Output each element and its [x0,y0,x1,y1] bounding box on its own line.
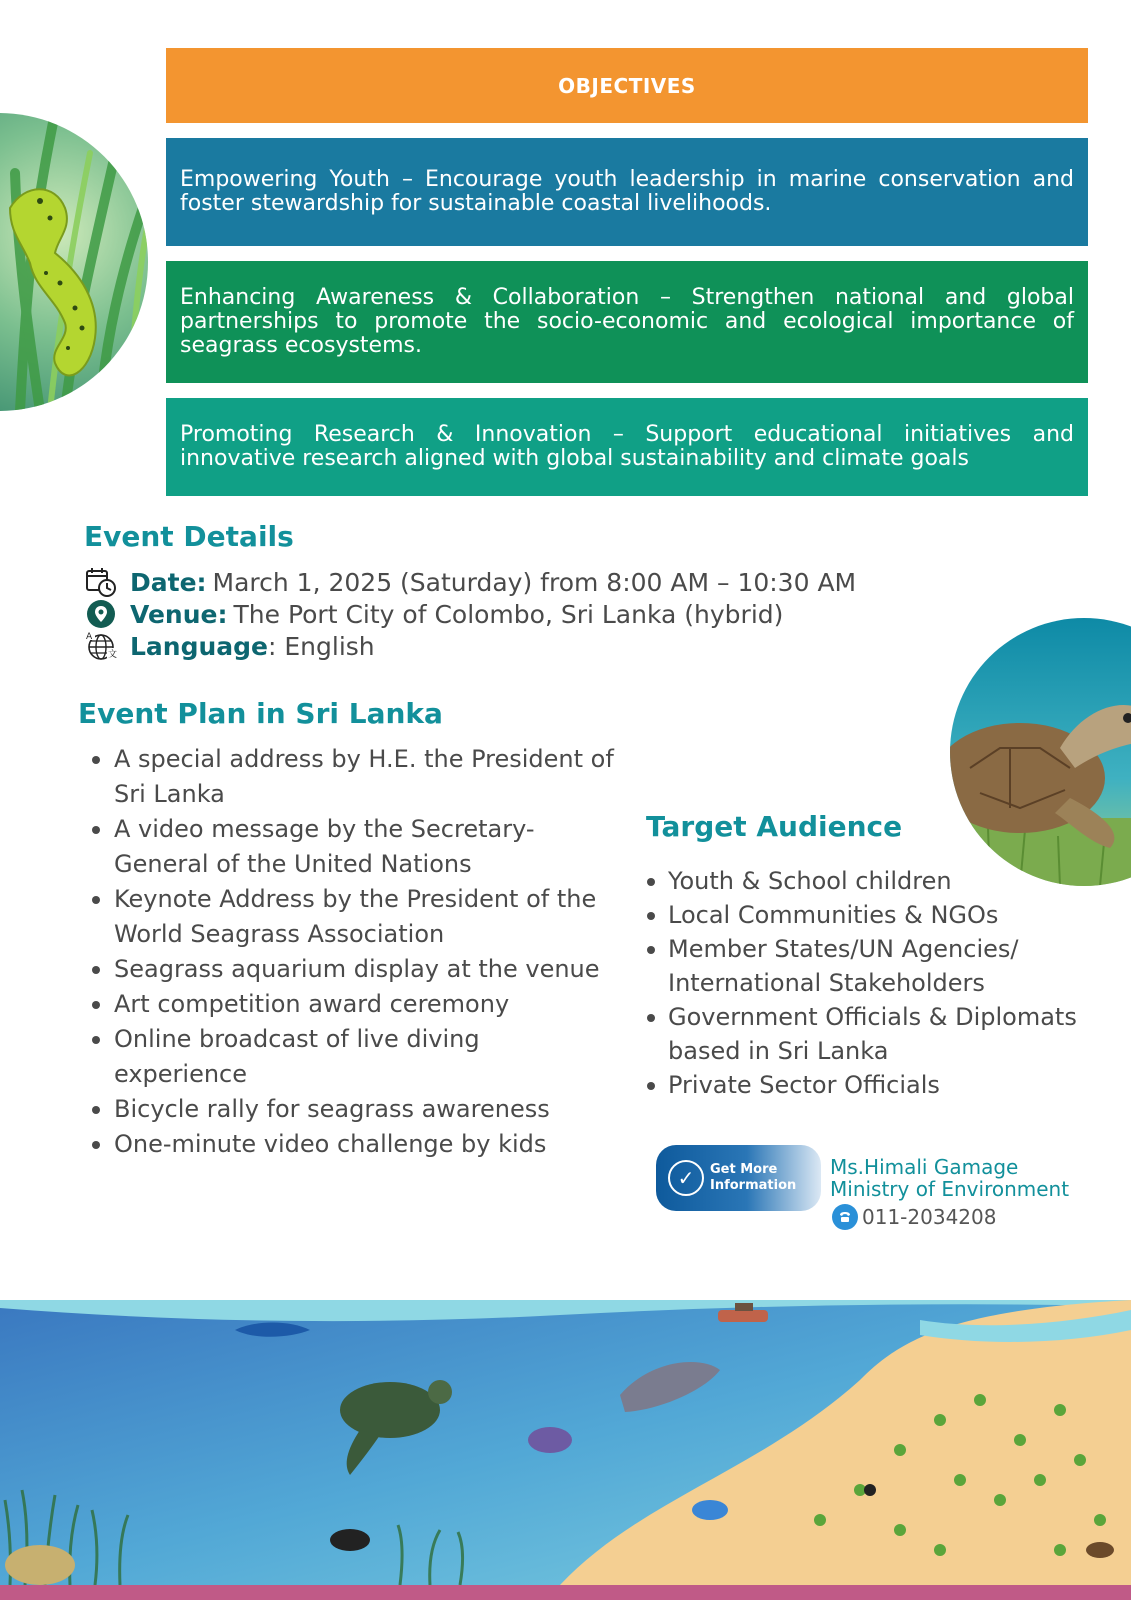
list-item: Local Communities & NGOs [644,898,1094,932]
objectives-header: OBJECTIVES [166,48,1088,123]
objective-text: Empowering Youth – Encourage youth leadership in marine conservation and foster stewardship for sustainable coastal livelihoods. [180,167,1074,216]
globe-translate-icon [84,629,118,663]
svg-text:文: 文 [108,650,117,660]
objective-text: Enhancing Awareness & Collaboration – Strengthen national and global partnerships to promote the socio-economic and ecological importance of seagrass ecosystems. [180,285,1074,358]
event-date-row [84,565,856,599]
sea-turtle-image [950,618,1131,886]
list-item: Keynote Address by the President of the World Seagrass Association [90,882,620,952]
phone-number: 011-2034208 [862,1205,997,1229]
date-label: Date: [130,567,207,597]
location-pin-icon [84,597,118,631]
get-more-information-button[interactable] [656,1145,821,1211]
list-item: A video message by the Secretary-General of the United Nations [90,812,620,882]
ocean-illustration [0,1300,1131,1585]
list-item: Government Officials & Diplomats based in Sri Lanka [644,1000,1094,1068]
calendar-clock-icon [84,565,118,599]
objective-text: Promoting Research & Innovation – Support educational initiatives and innovative research aligned with global sustainability and climate goals [180,422,1074,471]
date-value: March 1, 2025 (Saturday) from 8:00 AM – 10:30 AM [212,567,857,597]
list-item: Online broadcast of live diving experience [90,1022,620,1092]
event-plan-title: Event Plan in Sri Lanka [78,697,443,730]
list-item: One-minute video challenge by kids [90,1127,620,1162]
list-item: Youth & School children [644,864,1094,898]
objective-empowering-youth [166,138,1088,246]
list-item: Seagrass aquarium display at the venue [90,952,620,987]
list-item: Art competition award ceremony [90,987,620,1022]
event-details-title: Event Details [84,520,294,553]
event-venue-row [84,597,783,631]
venue-label: Venue: [130,599,228,629]
seahorse-image [0,113,148,411]
list-item: A special address by H.E. the President of Sri Lanka [90,742,620,812]
contact-phone[interactable] [832,1204,996,1230]
phone-icon [832,1204,858,1230]
contact-organization: Ministry of Environment [830,1177,1070,1201]
bottom-color-bar [0,1585,1131,1600]
button-label: Get More Information [710,1162,797,1193]
checkmark-icon: ✓ [668,1160,704,1196]
objective-enhancing-awareness [166,261,1088,383]
list-item: Bicycle rally for seagrass awareness [90,1092,620,1127]
venue-value: The Port City of Colombo, Sri Lanka (hybrid) [233,599,784,629]
target-audience-title: Target Audience [646,810,903,843]
list-item: Private Sector Officials [644,1068,1094,1102]
target-audience-list [644,864,1094,1102]
objective-promoting-research [166,398,1088,496]
contact-name: Ms.Himali Gamage [830,1155,1019,1179]
list-item: Member States/UN Agencies/ International Stakeholders [644,932,1094,1000]
language-label: Language [130,631,269,661]
svg-text:A: A [86,632,93,642]
event-language-row [84,629,375,663]
event-plan-list [90,742,620,1162]
language-value: : English [268,631,375,661]
